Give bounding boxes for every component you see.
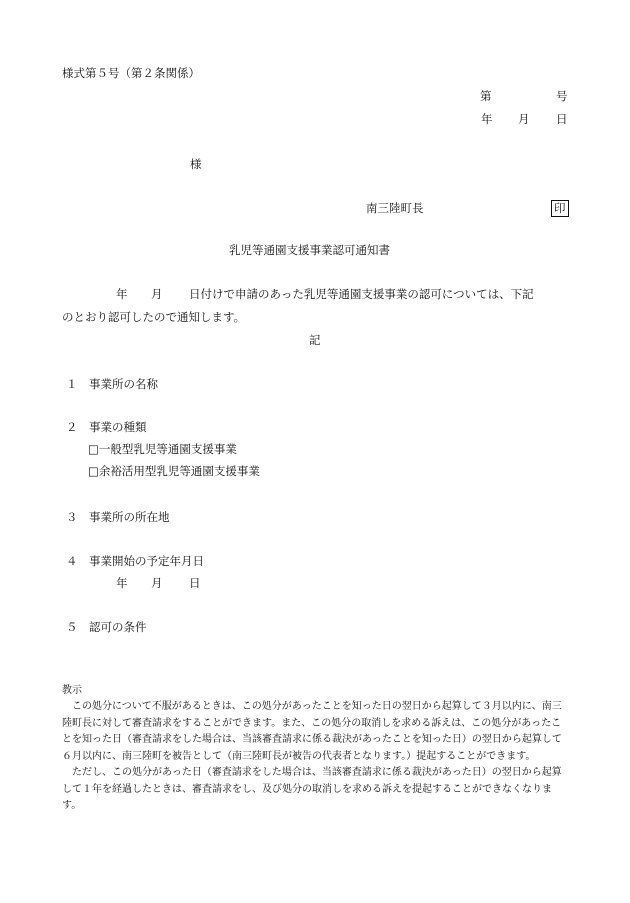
addressee-suffix: 様 bbox=[190, 157, 202, 171]
body-month: 月 bbox=[151, 287, 163, 301]
date-day: 日 bbox=[556, 112, 568, 126]
item-4-month: 月 bbox=[151, 576, 163, 590]
item-4: ４ 事業開始の予定年月日 bbox=[66, 554, 204, 568]
date-year: 年 bbox=[481, 112, 493, 126]
item-3: ３ 事業所の所在地 bbox=[66, 510, 170, 524]
notice-heading: 教示 bbox=[62, 685, 82, 696]
body-line1: 日付けで申請のあった乳児等通園支援事業の認可については、下記 bbox=[189, 287, 534, 301]
item-4-day: 日 bbox=[189, 576, 201, 590]
ki-heading: 記 bbox=[309, 333, 321, 347]
issuer-name: 南三陸町長 bbox=[366, 201, 424, 215]
doc-number-suffix: 号 bbox=[556, 89, 568, 103]
item-2: ２ 事業の種類 bbox=[66, 420, 147, 434]
item-2-option-general: □一般型乳児等通園支援事業 bbox=[88, 442, 237, 456]
item-1: １ 事業所の名称 bbox=[66, 377, 158, 391]
document-title: 乳児等通園支援事業認可通知書 bbox=[229, 243, 390, 257]
body-line2: のとおり認可したので通知します。 bbox=[62, 310, 246, 324]
item-5: ５ 認可の条件 bbox=[66, 620, 147, 634]
form-number: 様式第５号（第２条関係） bbox=[62, 66, 200, 80]
body-year: 年 bbox=[116, 287, 128, 301]
notice-body bbox=[62, 699, 568, 815]
seal-mark: 印 bbox=[551, 200, 569, 217]
notice-paragraph-2: ただし、この処分があった日（審査請求をした場合は、当該審査請求に係る裁決があった日）の翌日から起算して１年を経過したときは、審査請求をし、及び処分の取消しを求める訴えを提起することができなくなります。 bbox=[62, 767, 562, 811]
doc-number-label: 第 bbox=[480, 89, 492, 103]
item-4-year: 年 bbox=[116, 576, 128, 590]
notice-paragraph-1: この処分について不服があるときは、この処分があったことを知った日の翌日から起算して３月以内に、南三陸町長に対して審査請求をすることができます。また、この処分の取消しを求める訴えは、この処分があったことを知った日（審査請求をした場合は、当該審査請求に係る裁決があったことを知った日）の翌日から起算して６月以内に、南三陸町を被告として（南三陸町長が被告の代表者となります。）提起することができます。 bbox=[62, 701, 562, 762]
date-month: 月 bbox=[518, 112, 530, 126]
item-2-option-surplus: □余裕活用型乳児等通園支援事業 bbox=[88, 464, 260, 478]
